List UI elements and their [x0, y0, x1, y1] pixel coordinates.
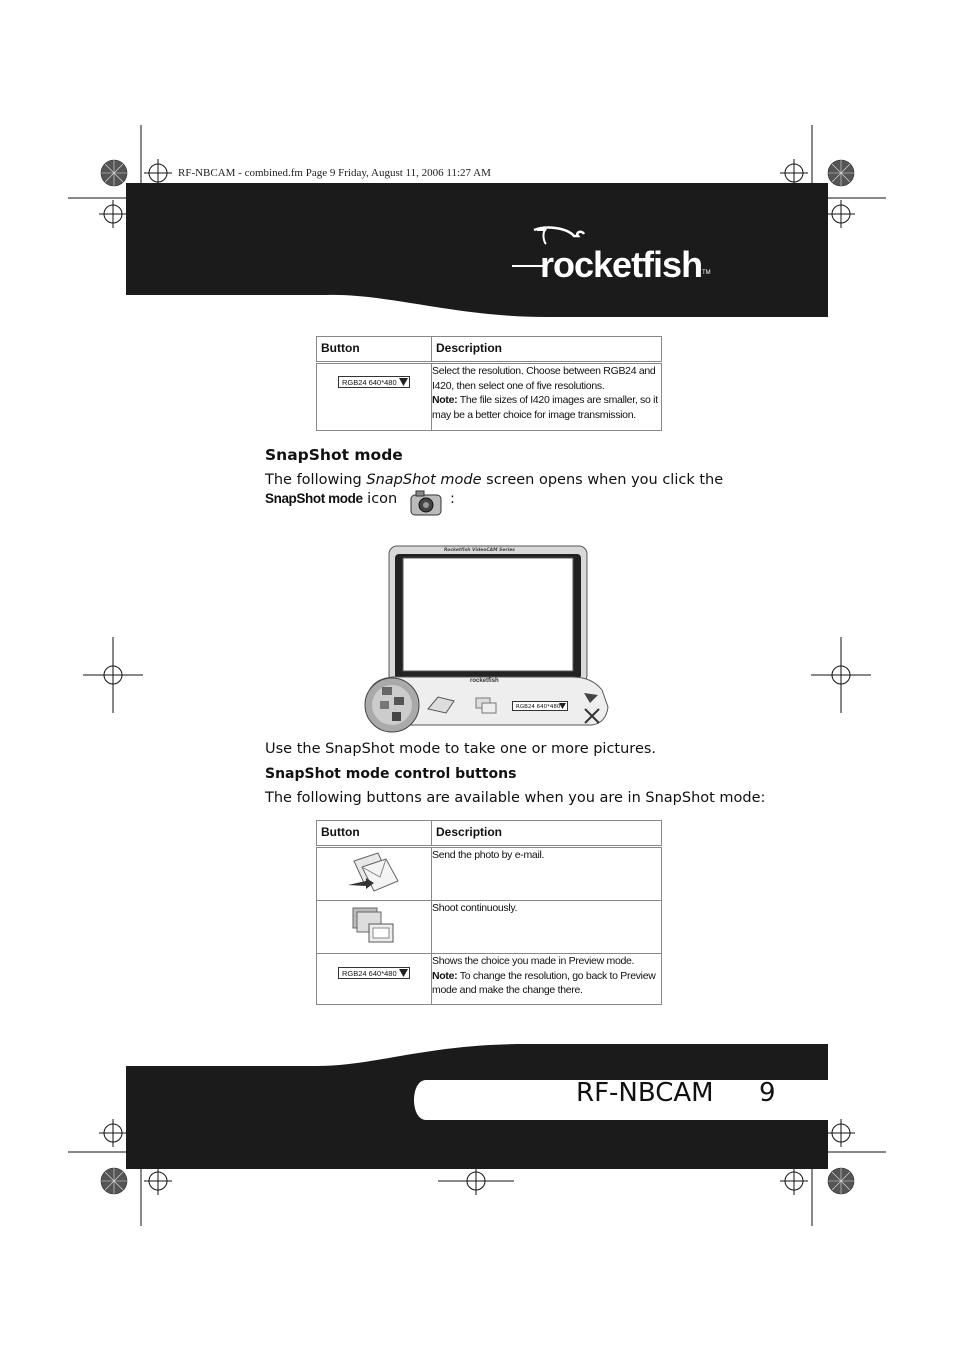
footer-model: RF-NBCAM	[576, 1078, 714, 1108]
triangle-down-icon	[399, 969, 408, 977]
email-send-icon	[344, 851, 404, 895]
continuous-shoot-icon	[349, 904, 399, 948]
section-intro-line2: SnapShot mode icon	[265, 491, 398, 507]
table-row	[317, 954, 662, 1005]
triangle-down-icon	[399, 378, 408, 386]
snapshot-screen	[362, 545, 610, 735]
button-table-1	[316, 336, 662, 431]
col-header-description: Description	[432, 821, 662, 847]
section-intro-line1: The following SnapShot mode screen opens when you click the	[265, 472, 724, 488]
intro-colon: :	[450, 491, 455, 507]
description-cell: Send the photo by e-mail.	[432, 847, 662, 901]
col-header-button: Button	[317, 821, 432, 847]
footer-band	[126, 1044, 828, 1169]
description-cell: Select the resolution. Choose between RGB24 and I420, then select one of five resolutions. Note: The file sizes of I420 images are smaller, so it may be a better choice for image transmission.	[432, 363, 662, 431]
screen-resolution-dropdown[interactable]: RGB24 640*480	[512, 701, 568, 711]
subsection-text: The following buttons are available when you are in SnapShot mode:	[265, 790, 766, 806]
section-title: SnapShot mode	[265, 446, 403, 464]
footer-page-number: 9	[759, 1078, 776, 1108]
col-header-description: Description	[432, 337, 662, 363]
continuous-icon[interactable]	[474, 696, 498, 714]
header-band	[126, 183, 828, 317]
button-cell	[317, 954, 432, 1005]
col-header-button: Button	[317, 337, 432, 363]
button-cell	[317, 847, 432, 901]
email-icon[interactable]	[426, 693, 456, 715]
description-cell: Shows the choice you made in Preview mode. Note: To change the resolution, go back to Preview mode and make the change there.	[432, 954, 662, 1005]
button-cell	[317, 901, 432, 954]
triangle-down-icon	[559, 703, 566, 709]
table-row	[317, 363, 662, 431]
button-table-2	[316, 820, 662, 1005]
tools-icon[interactable]	[580, 689, 604, 725]
table-row	[317, 901, 662, 954]
resolution-dropdown[interactable]: RGB24 640*480	[338, 376, 410, 388]
print-header: RF-NBCAM - combined.fm Page 9 Friday, August 11, 2006 11:27 AM	[178, 167, 491, 179]
screen-bar-logo: rocketfish	[470, 678, 499, 684]
mode-icons	[378, 685, 410, 725]
use-text: Use the SnapShot mode to take one or more pictures.	[265, 741, 657, 757]
subsection-title: SnapShot mode control buttons	[265, 766, 517, 782]
logo-tm: TM	[702, 270, 711, 276]
resolution-dropdown[interactable]: RGB24 640*480	[338, 967, 410, 979]
description-cell: Shoot continuously.	[432, 901, 662, 954]
snapshot-camera-icon	[408, 488, 444, 520]
logo-word: rocketfish	[540, 244, 703, 285]
table-row	[317, 847, 662, 901]
button-cell	[317, 363, 432, 431]
rocketfish-logo	[512, 222, 722, 292]
screen-title: Rocketfish VideoCAM Series	[444, 548, 515, 553]
